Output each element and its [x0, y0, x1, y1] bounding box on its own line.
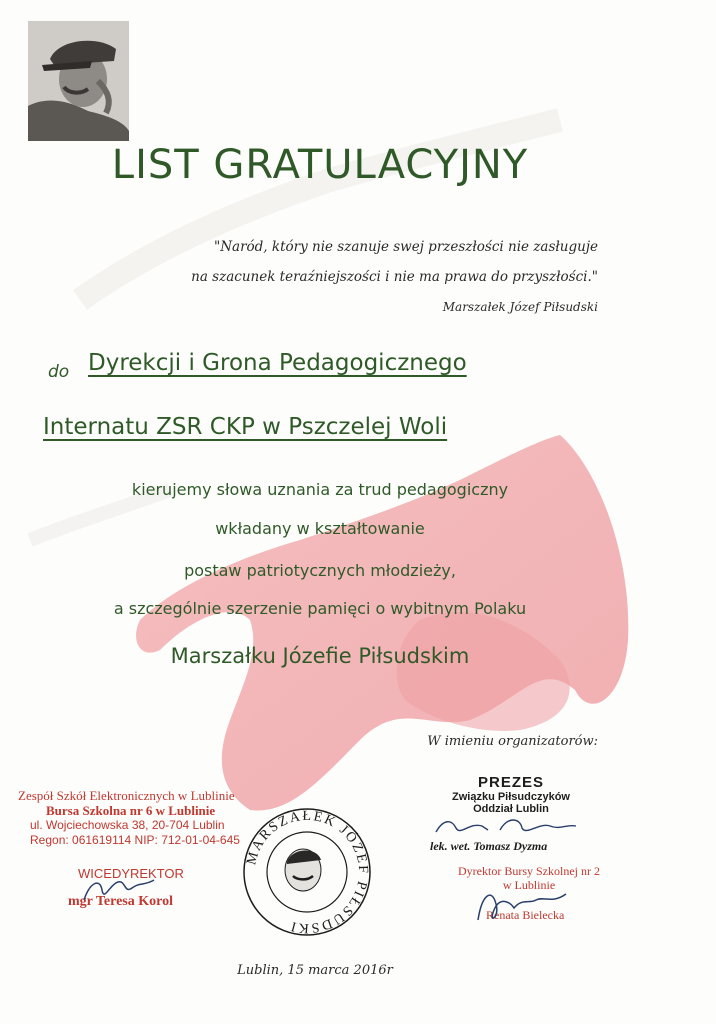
addressee-line-1: Dyrekcji i Grona Pedagogicznego: [88, 350, 467, 376]
school-stamp-line-4: Regon: 061619114 NIP: 712-01-04-645: [30, 833, 240, 847]
bursa-director-title: Dyrektor Bursy Szkolnej nr 2: [458, 864, 600, 878]
body-line-1: kierujemy słowa uznania za trud pedagogiczny: [131, 480, 509, 499]
prezes-branch: Oddział Lublin: [473, 803, 549, 815]
seal-text: MARSZAŁEK JÓZEF PIŁSUDSKI: [244, 808, 371, 936]
bursa-director-city: w Lublinie: [502, 878, 556, 892]
school-stamp-line-2: Bursa Szkolna nr 6 w Lublinie: [46, 803, 216, 818]
school-stamp: [18, 788, 248, 848]
marszalek-name: Marszałku Józefie Piłsudskim: [170, 644, 470, 668]
prezes-name: lek. wet. Tomasz Dyzma: [430, 839, 548, 853]
bursa-director-name: Renata Bielecka: [486, 908, 565, 922]
on-behalf-label: W imieniu organizatorów:: [427, 734, 598, 749]
quote-text: [38, 232, 598, 292]
quote-author: Marszałek Józef Piłsudski: [442, 300, 598, 314]
pilsudski-portrait: [28, 21, 129, 141]
school-stamp-line-3: ul. Wojciechowska 38, 20-704 Lublin: [30, 818, 225, 832]
prezes-stamp: [436, 775, 586, 815]
quote-line-2: na szacunek teraźniejszości i nie ma prawa do przyszłości.": [191, 269, 598, 285]
prezes-title: PREZES: [477, 774, 544, 791]
vice-director-stamp: [68, 866, 184, 910]
body-line-2: wkładany w kształtowanie: [215, 519, 425, 538]
document-title: LIST GRATULACYJNY: [111, 142, 529, 188]
vice-director-name: mgr Teresa Korol: [68, 894, 173, 909]
seal-stamp: [241, 806, 373, 938]
quote-line-1: "Naród, który nie szanuje swej przeszłości nie zasługuje: [214, 239, 598, 255]
school-stamp-line-1: Zespół Szkół Elektronicznych w Lublinie: [18, 788, 235, 803]
addressee-prefix: do: [48, 362, 70, 382]
bursa-director-stamp: [444, 864, 614, 892]
vice-director-title: WICEDYREKTOR: [78, 866, 184, 881]
body-line-4: a szczególnie szerzenie pamięci o wybitnym Polaku: [113, 599, 527, 618]
document-date: Lublin, 15 marca 2016r: [237, 963, 393, 978]
addressee-line-2: Internatu ZSR CKP w Pszczelej Woli: [43, 414, 448, 440]
body-line-3: postaw patriotycznych młodzieży,: [184, 561, 456, 580]
prezes-org: Związku Piłsudczyków: [452, 791, 570, 803]
